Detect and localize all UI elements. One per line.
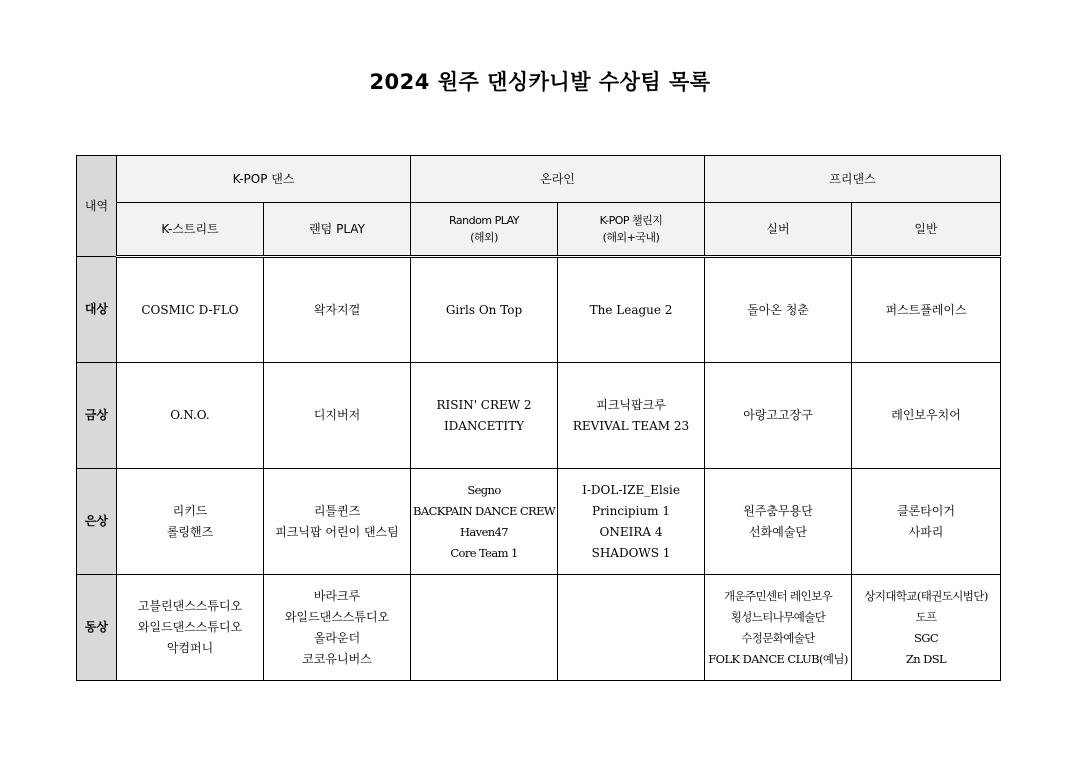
cell-line: RISIN' CREW 2 [436,397,532,412]
cell-line: The League 2 [589,302,673,317]
group-kpop-dance: K-POP 댄스 [117,156,411,203]
cell-line: 상지대학교(태권도시범단) [864,588,988,603]
cell-line: (해외) [470,231,498,244]
cell-line: Haven47 [460,524,509,539]
cell-line: FOLK DANCE CLUB(예님) [708,651,848,666]
team-cell [117,363,264,469]
cell-line: K-POP 챌린지 [599,214,663,227]
cell-line: COSMIC D-FLO [141,302,239,317]
subcategory-header [264,203,411,257]
cell-line: Core Team 1 [450,545,518,560]
group-header-row [77,156,1001,203]
team-cell [411,469,558,575]
cell-line: 코코유니버스 [302,651,372,666]
team-cell [117,257,264,363]
team-cell [852,575,1001,681]
award-row-silver [77,469,1001,575]
team-cell [264,363,411,469]
cell-line: 와일드댄스스튜디오 [284,609,390,624]
cell-line: BACKPAIN DANCE CREW [413,503,556,518]
team-cell [852,469,1001,575]
cell-line: 선화예술단 [749,524,807,539]
cell-line: 왁자지껄 [313,302,361,317]
team-cell [558,363,705,469]
cell-line: 사파리 [908,524,944,539]
team-cell [852,257,1001,363]
cell-line: 원주춤무용단 [743,503,813,518]
team-cell [411,257,558,363]
cell-line: 개운주민센터 레인보우 [723,588,833,603]
cell-line: Zn DSL [905,651,947,666]
award-row-bronze [77,575,1001,681]
subcategory-header-row [77,203,1001,257]
team-cell [117,469,264,575]
cell-line: 악컴퍼니 [166,641,214,655]
cell-line: Random PLAY [449,214,519,227]
team-cell [558,257,705,363]
cell-line: 퍼스트플레이스 [885,302,967,317]
subcategory-header [705,203,852,257]
cell-line: 와일드댄스스튜디오 [137,620,243,634]
award-row-gold [77,363,1001,469]
award-label: 동상 [77,575,117,681]
cell-line: 클론타이거 [897,503,955,518]
team-cell [411,363,558,469]
team-cell [117,575,264,681]
cell-line: 레인보우치어 [891,408,961,422]
cell-line: 피크닉팝크루 [596,397,666,412]
team-cell [705,363,852,469]
team-cell [852,363,1001,469]
team-cell [705,257,852,363]
cell-line: 디지버저 [313,408,361,422]
cell-line: 수정문화예술단 [741,630,815,645]
team-cell [705,469,852,575]
cell-line: 횡성느티나무예술단 [730,609,826,624]
cell-line: REVIVAL TEAM 23 [572,418,690,433]
team-cell [264,257,411,363]
subcategory-header [852,203,1001,257]
cell-line: IDANCETITY [443,418,525,433]
group-free-dance: 프리댄스 [705,156,1001,203]
cell-line: 아랑고고장구 [743,408,813,422]
cell-line: ONEIRA 4 [599,524,663,539]
cell-line: SGC [913,630,939,645]
award-row-grand [77,257,1001,363]
cell-line: 도프 [915,609,937,624]
cell-line: 바라크루 [313,588,361,603]
corner-label: 내역 [77,156,117,257]
cell-line: 돌아온 청춘 [747,302,809,317]
cell-line: 고블린댄스스튜디오 [137,599,243,613]
team-cell [558,469,705,575]
cell-line: 일반 [914,221,938,236]
cell-line: SHADOWS 1 [591,545,671,560]
cell-line: O.N.O. [170,408,210,422]
subcategory-header [558,203,705,257]
cell-line: Principium 1 [592,503,671,518]
cell-line: Segno [467,482,501,497]
cell-line: 실버 [766,221,790,236]
award-label: 은상 [77,469,117,575]
cell-line: 리틀퀸즈 [313,503,361,518]
cell-line: 랜덤 PLAY [309,221,365,236]
cell-line: 올라운더 [313,630,361,645]
cell-line: K-스트리트 [161,221,219,236]
cell-line: 피크닉팝 어린이 댄스팀 [275,524,399,539]
team-cell [558,575,705,681]
cell-line: (해외+국내) [602,231,660,244]
cell-line: Girls On Top [445,302,523,317]
subcategory-header [411,203,558,257]
cell-line: 리키드 [172,503,208,518]
team-cell [264,469,411,575]
subcategory-header [117,203,264,257]
awards-table [76,155,1001,681]
team-cell [705,575,852,681]
award-label: 대상 [77,257,117,363]
award-label: 금상 [77,363,117,469]
cell-line: I-DOL-IZE_Elsie [582,482,680,497]
cell-line: 롤링핸즈 [166,524,214,539]
page-title: 2024 원주 댄싱카니발 수상팀 목록 [369,70,711,94]
team-cell [411,575,558,681]
group-online: 온라인 [411,156,705,203]
team-cell [264,575,411,681]
